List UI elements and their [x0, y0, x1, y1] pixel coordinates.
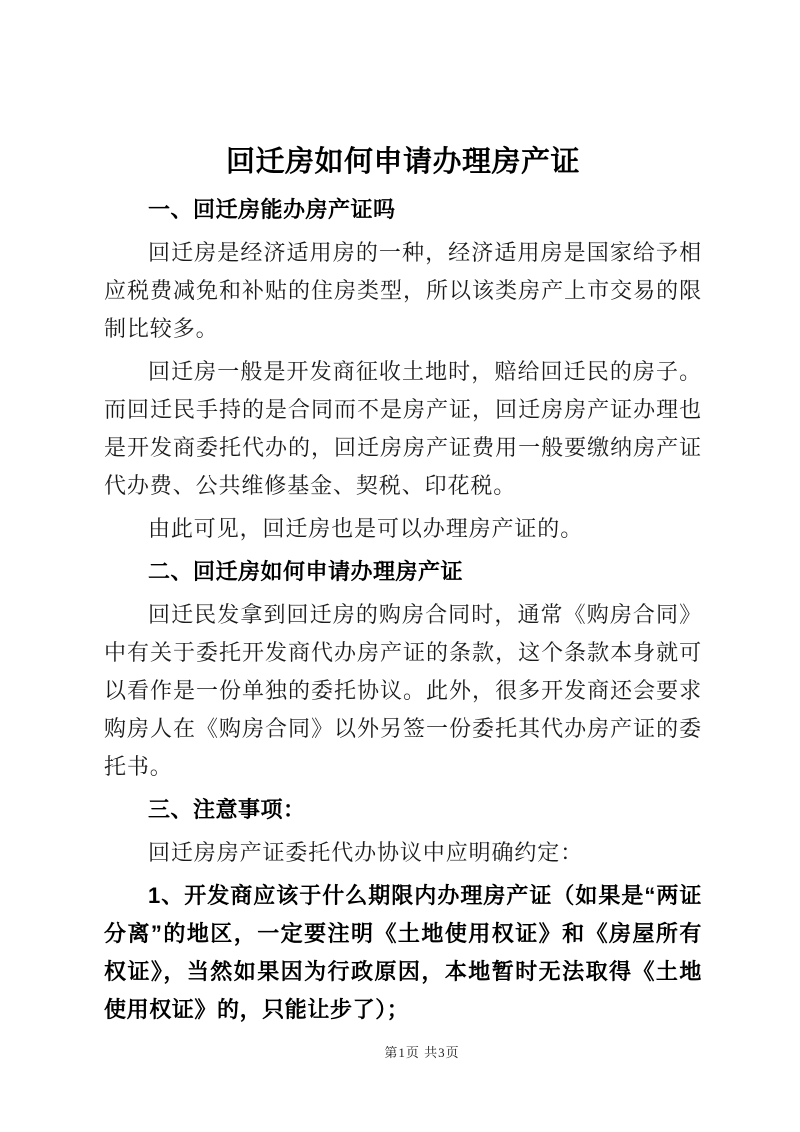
document-body	[104, 191, 702, 1029]
paragraph: 回迁民发拿到回迁房的购房合同时，通常《购房合同》中有关于委托开发商代办房产证的条款，这个条款本身就可以看作是一份单独的委托协议。此外，很多开发商还会要求购房人在《购房合同》以外另签一份委托其代办房产证的委托书。	[104, 602, 702, 779]
paragraph: 回迁房一般是开发商征收土地时，赔给回迁民的房子。而回迁民手持的是合同而不是房产证，回迁房房产证办理也是开发商委托代办的，回迁房房产证费用一般要缴纳房产证代办费、公共维修基金、契税、印花税。	[104, 359, 702, 498]
paragraph: 回迁房是经济适用房的一种，经济适用房是国家给予相应税费减免和补贴的住房类型，所以该类房产上市交易的限制比较多。	[104, 240, 702, 341]
paragraph: 由此可见，回迁房也是可以办理房产证的。	[148, 516, 584, 541]
paragraph: 回迁房房产证委托代办协议中应明确约定：	[148, 840, 584, 865]
document-title: 回迁房如何申请办理房产证	[225, 146, 580, 178]
section-heading: 二、回迁房如何申请办理房产证	[148, 559, 464, 584]
page-footer	[0, 1042, 800, 1062]
document-content	[104, 138, 702, 1029]
page-number-label: 第1页 共3页	[384, 1045, 460, 1060]
section-heading: 一、回迁房能办房产证吗	[148, 197, 396, 222]
paragraph: 1、开发商应该于什么期限内办理房产证（如果是“两证分离”的地区，一定要注明《土地使用权证》和《房屋所有权证》，当然如果因为行政原因，本地暂时无法取得《土地使用权证》的，只能让步了）；	[104, 883, 702, 1022]
section-heading: 三、注意事项：	[148, 797, 306, 822]
